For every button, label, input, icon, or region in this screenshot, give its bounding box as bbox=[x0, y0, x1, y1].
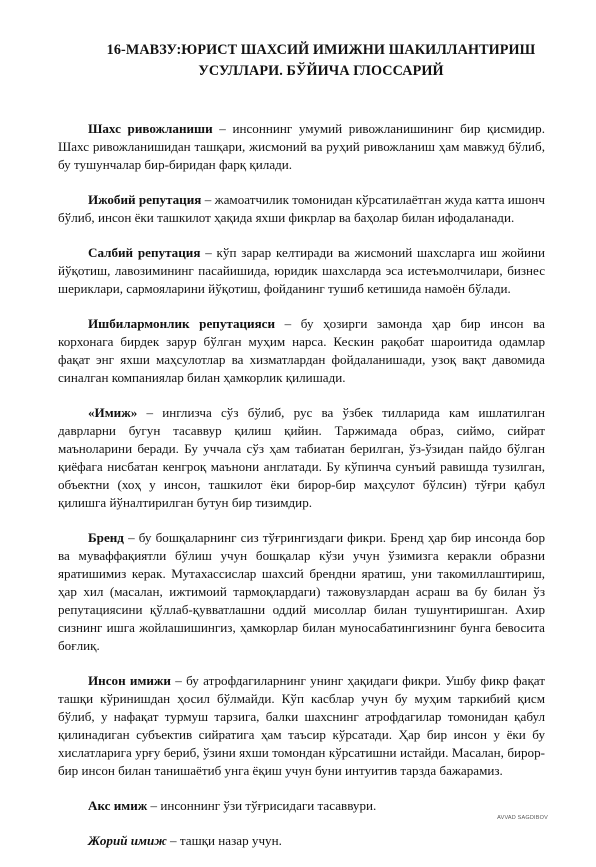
glossary-entry bbox=[58, 315, 545, 387]
glossary-term: «Имиж» bbox=[88, 405, 138, 420]
glossary-body bbox=[58, 120, 545, 867]
glossary-term: Инсон имижи bbox=[88, 673, 171, 688]
glossary-entry bbox=[58, 672, 545, 780]
glossary-term: Жорий имиж bbox=[88, 833, 167, 848]
glossary-term: Салбий репутация bbox=[88, 245, 201, 260]
glossary-definition: – жамоатчилик томонидан кўрсатилаётган жуда катта ишонч бўлиб, инсон ёки ташкилот ҳақида яхши фикрлар ва баҳолар билан ифодаланади. bbox=[58, 192, 545, 225]
glossary-definition: – бу ҳозирги замонда ҳар бир инсон ва корхонага бирдек зарур бўлган муҳим нарса. Кескин рақобат шароитида одамлар фақат энг яхши маҳсулотлар ва хизматлардан фойдаланишади, узоқ вақт давомида синалган компаниялар билан ҳамкорлик қилишади. bbox=[58, 316, 545, 385]
glossary-entry bbox=[58, 191, 545, 227]
glossary-term: Ишбилармонлик репутацияси bbox=[88, 316, 276, 331]
glossary-definition: – инглизча сўз бўлиб, рус ва ўзбек тилларида кам ишлатилган даврларни бугун тасаввур қилиш қийин. Таржимада образ, сиймо, сийрат маъноларини беради. Бу уччала сўз ҳам табиатан берилган, ўз-ўзидан пайдо бўлган қиёфага нисбатан кенгроқ маънони англатади. Бу кўпинча сунъий равишда тузилган, объектни (хоҳ у инсон, ташкилот ёки бирор-бир маҳсулот бўлсин) тўғри қабул қилишга йўналтирилган бутун бир тизимдир. bbox=[58, 405, 545, 510]
glossary-definition: – бу атрофдагиларнинг унинг ҳақидаги фикри. Ушбу фикр фақат ташқи кўринишдан ҳосил бўлмайди. Кўп касблар учун бу муҳим таркибий қисм бўлиб, у нафақат турмуш тарзига, балки шахснинг атрофдагилар томонидан қабул қилинадиган субъектив сийратига ҳам таъсир кўрсатади. Ҳар бир инсон у ёки бу хислатларига урғу бериб, ўзини яхши томондан кўрсатишни истайди. Масалан, бирор-бир инсон билан танишаётиб унга ёқиш учун буни интуитив тарзда бажарамиз. bbox=[58, 673, 546, 778]
glossary-entry bbox=[58, 244, 545, 298]
glossary-definition: – бу бошқаларнинг сиз тўғрингиздаги фикри. Бренд ҳар бир инсонда бор ва муваффақиятли бўлиш учун бошқалар кўзи учун ўзимизга керакли образни яратишимиз керак. Мутахассислар шахсий брендни яратиш, уни такомиллаштириш, ҳар хил (масалан, ижтимоий тармоқлардаги) тажовузлардан асраш ва бу билан ўз репутациясини қўллаб-қувватлашни оддий мисоллар билан тушунтиришган. Ахир сизнинг ишга жойлашишингиз, ҳамкорлар билан муносабатингизнинг бунга бевосита боғлиқ. bbox=[58, 530, 545, 653]
glossary-definition: – инсоннинг ўзи тўғрисидаги тасаввури. bbox=[147, 798, 377, 813]
glossary-entry bbox=[58, 832, 545, 850]
title-line-1: 16-МАВЗУ:ЮРИСТ ШАХСИЙ ИМИЖНИ ШАКИЛЛАНТИРИШ bbox=[106, 42, 536, 58]
title-line-2: УСУЛЛАРИ. БЎЙИЧА ГЛОССАРИЙ bbox=[198, 63, 444, 79]
glossary-entry bbox=[58, 529, 545, 655]
glossary-definition: – ташқи назар учун. bbox=[166, 833, 282, 848]
glossary-term: Бренд bbox=[88, 530, 124, 545]
glossary-term: Ижобий репутация bbox=[88, 192, 202, 207]
glossary-entry bbox=[58, 120, 545, 174]
glossary-definition: – кўп зарар келтиради ва жисмоний шахсларга иш жойини йўқотиш, лавозимининг пасайишида, юридик шахсларда эса истеъмолчилари, бизнес шериклари, сармояларини йўқотиш, фойданинг тушиб кетишида намоён бўлади. bbox=[58, 245, 546, 296]
page-title bbox=[86, 40, 556, 82]
glossary-entry bbox=[58, 797, 545, 815]
glossary-term: Акс имиж bbox=[88, 798, 148, 813]
glossary-term: Шахс ривожланиши bbox=[88, 121, 213, 136]
page-footer: AVVAD SAGDIBOV bbox=[497, 815, 548, 821]
glossary-definition: – инсоннинг умумий ривожланишининг бир қисмидир. Шахс ривожланишидан ташқари, жисмоний ва руҳий ривожланиш ҳам мавжуд бўлиб, бу тушунчалар бир-биридан фарқ қилади. bbox=[58, 121, 545, 172]
glossary-entry bbox=[58, 404, 545, 512]
